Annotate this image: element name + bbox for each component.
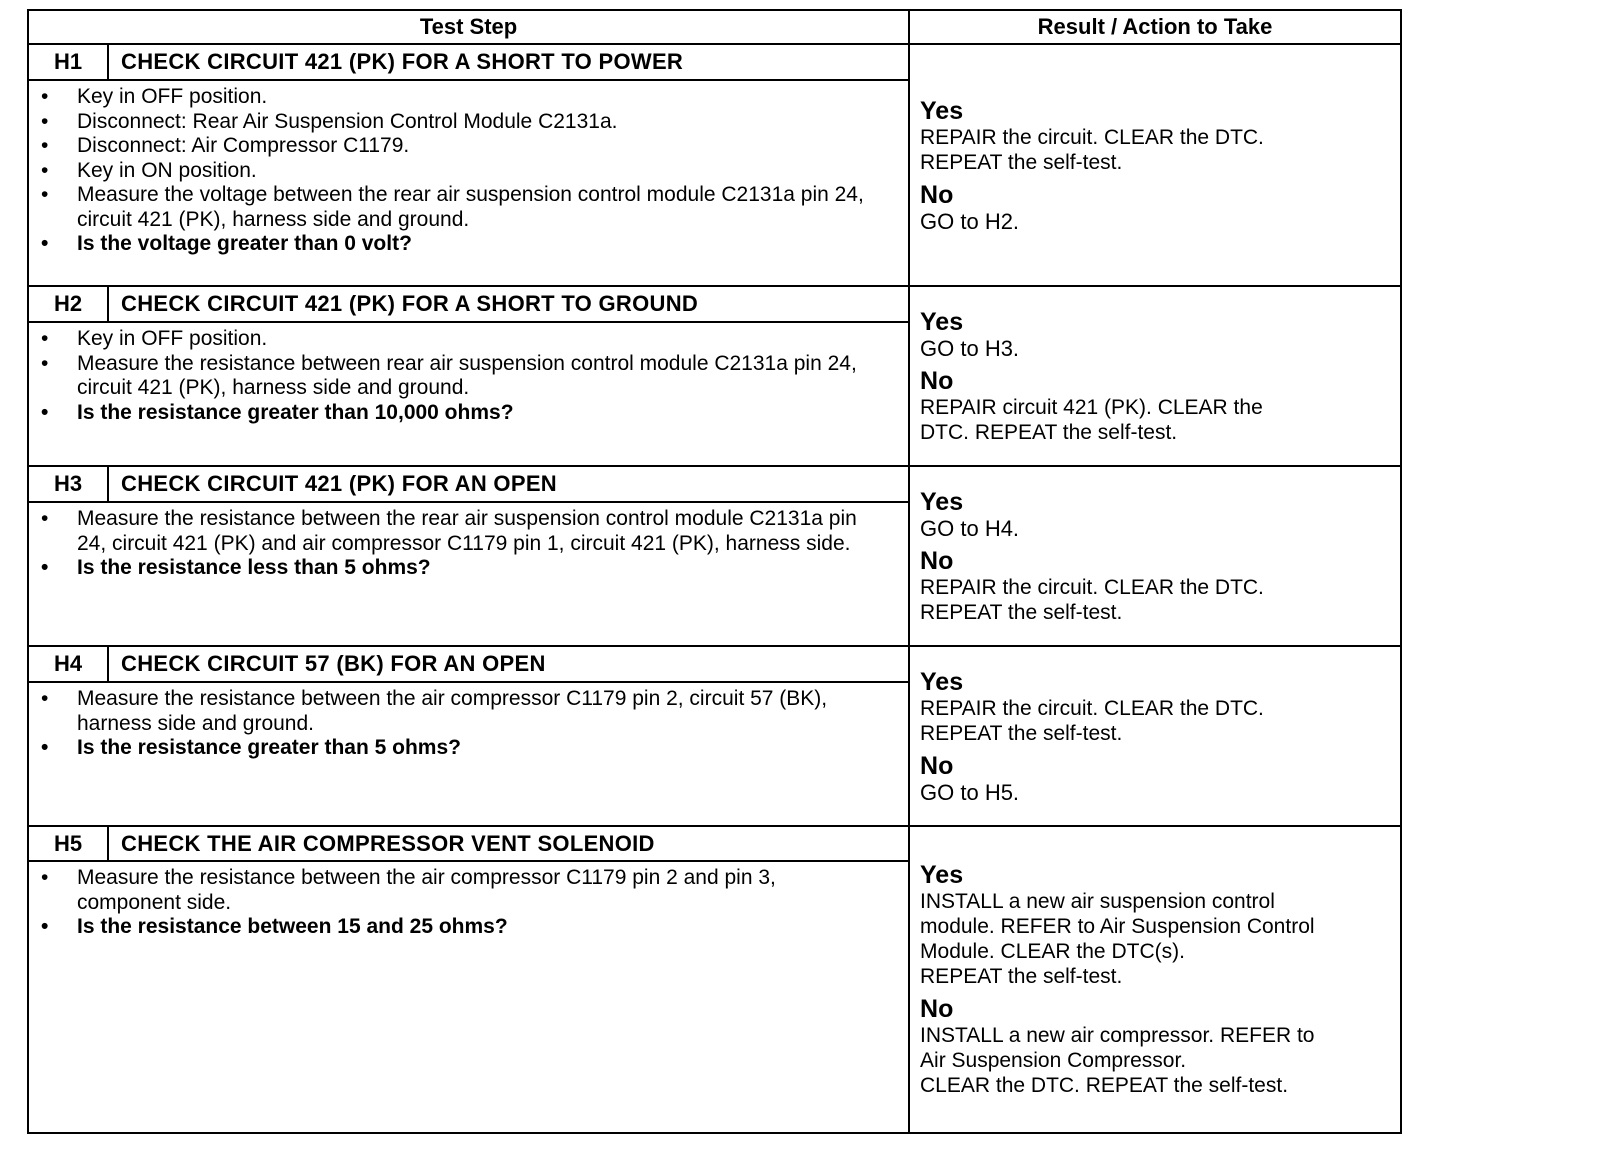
step-id: H4 [28, 646, 108, 682]
bullet-item: • Disconnect: Air Compressor C1179. [41, 134, 878, 159]
yes-label: Yes [920, 96, 964, 125]
yes-action: REPAIR the circuit. CLEAR the DTC. REPEAT the self-test. [920, 696, 1264, 745]
step-bullets [41, 687, 878, 761]
bullet-item: • Measure the resistance between the air compressor C1179 pin 2, circuit 57 (BK), harness side and ground. [41, 687, 878, 736]
step-bullets [41, 85, 878, 257]
step-question: • Is the resistance greater than 5 ohms? [41, 736, 878, 761]
step-body [28, 80, 909, 286]
step-question: • Is the resistance between 15 and 25 ohms? [41, 915, 878, 940]
step-result [909, 646, 1401, 826]
step-title-row [28, 646, 1401, 682]
bullet-item: • Measure the resistance between rear air suspension control module C2131a pin 24, circuit 421 (PK), harness side and ground. [41, 352, 878, 401]
header-result-action: Result / Action to Take [909, 10, 1401, 44]
bullet-item: • Measure the resistance between the air compressor C1179 pin 2 and pin 3, component side. [41, 866, 878, 915]
step-title-row [28, 44, 1401, 80]
bullet-item: • Key in ON position. [41, 159, 878, 184]
bullet-item: • Key in OFF position. [41, 327, 878, 352]
no-action: REPAIR circuit 421 (PK). CLEAR the DTC. REPEAT the self-test. [920, 395, 1263, 444]
no-label: No [920, 180, 954, 209]
step-title: CHECK CIRCUIT 421 (PK) FOR AN OPEN [108, 466, 909, 502]
step-question: • Is the resistance greater than 10,000 ohms? [41, 401, 878, 426]
no-label: No [920, 995, 954, 1023]
step-id: H2 [28, 286, 108, 322]
step-result [909, 466, 1401, 646]
step-title-row [28, 466, 1401, 502]
no-action: INSTALL a new air compressor. REFER to Air Suspension Compressor. CLEAR the DTC. REPEAT the self-test. [920, 1024, 1315, 1097]
step-title-row [28, 826, 1401, 861]
step-body [28, 502, 909, 646]
yes-label: Yes [920, 667, 964, 696]
yes-action: GO to H4. [920, 515, 1020, 541]
step-title: CHECK CIRCUIT 421 (PK) FOR A SHORT TO GROUND [108, 286, 909, 322]
yes-label: Yes [920, 307, 964, 336]
step-result [909, 826, 1401, 1133]
step-body [28, 322, 909, 466]
step-body [28, 861, 909, 1133]
header-test-step: Test Step [28, 10, 909, 44]
step-title-row [28, 286, 1401, 322]
step-title: CHECK THE AIR COMPRESSOR VENT SOLENOID [108, 826, 909, 861]
step-bullets [41, 327, 878, 425]
bullet-item: • Measure the voltage between the rear air suspension control module C2131a pin 24, circuit 421 (PK), harness side and ground. [41, 183, 878, 232]
step-result [909, 44, 1401, 286]
step-body [28, 682, 909, 826]
no-label: No [920, 366, 954, 395]
bullet-item: • Measure the resistance between the rear air suspension control module C2131a pin 24, circuit 421 (PK) and air compressor C1179 pin 1, circuit 421 (PK), harness side. [41, 507, 878, 556]
yes-action: GO to H3. [920, 335, 1020, 361]
no-action: GO to H5. [920, 779, 1020, 805]
step-bullets [41, 866, 878, 940]
yes-action: REPAIR the circuit. CLEAR the DTC. REPEAT the self-test. [920, 125, 1264, 174]
bullet-item: • Disconnect: Rear Air Suspension Control Module C2131a. [41, 110, 878, 135]
no-action: REPAIR the circuit. CLEAR the DTC. REPEAT the self-test. [920, 575, 1264, 624]
step-id: H1 [28, 44, 108, 80]
test-step-table [27, 9, 1402, 1134]
step-title: CHECK CIRCUIT 57 (BK) FOR AN OPEN [108, 646, 909, 682]
step-question: • Is the resistance less than 5 ohms? [41, 556, 878, 581]
no-label: No [920, 751, 954, 780]
step-title: CHECK CIRCUIT 421 (PK) FOR A SHORT TO POWER [108, 44, 909, 80]
bullet-item: • Key in OFF position. [41, 85, 878, 110]
step-question: • Is the voltage greater than 0 volt? [41, 232, 878, 257]
step-bullets [41, 507, 878, 581]
step-id: H3 [28, 466, 108, 502]
step-result [909, 286, 1401, 466]
no-action: GO to H2. [920, 208, 1020, 234]
no-label: No [920, 546, 954, 575]
yes-label: Yes [920, 487, 964, 516]
yes-action: INSTALL a new air suspension control module. REFER to Air Suspension Control Module. CLEAR the DTC(s). REPEAT the self-test. [920, 890, 1315, 988]
yes-label: Yes [920, 861, 964, 889]
step-id: H5 [28, 826, 108, 861]
table-header-row [28, 10, 1401, 44]
